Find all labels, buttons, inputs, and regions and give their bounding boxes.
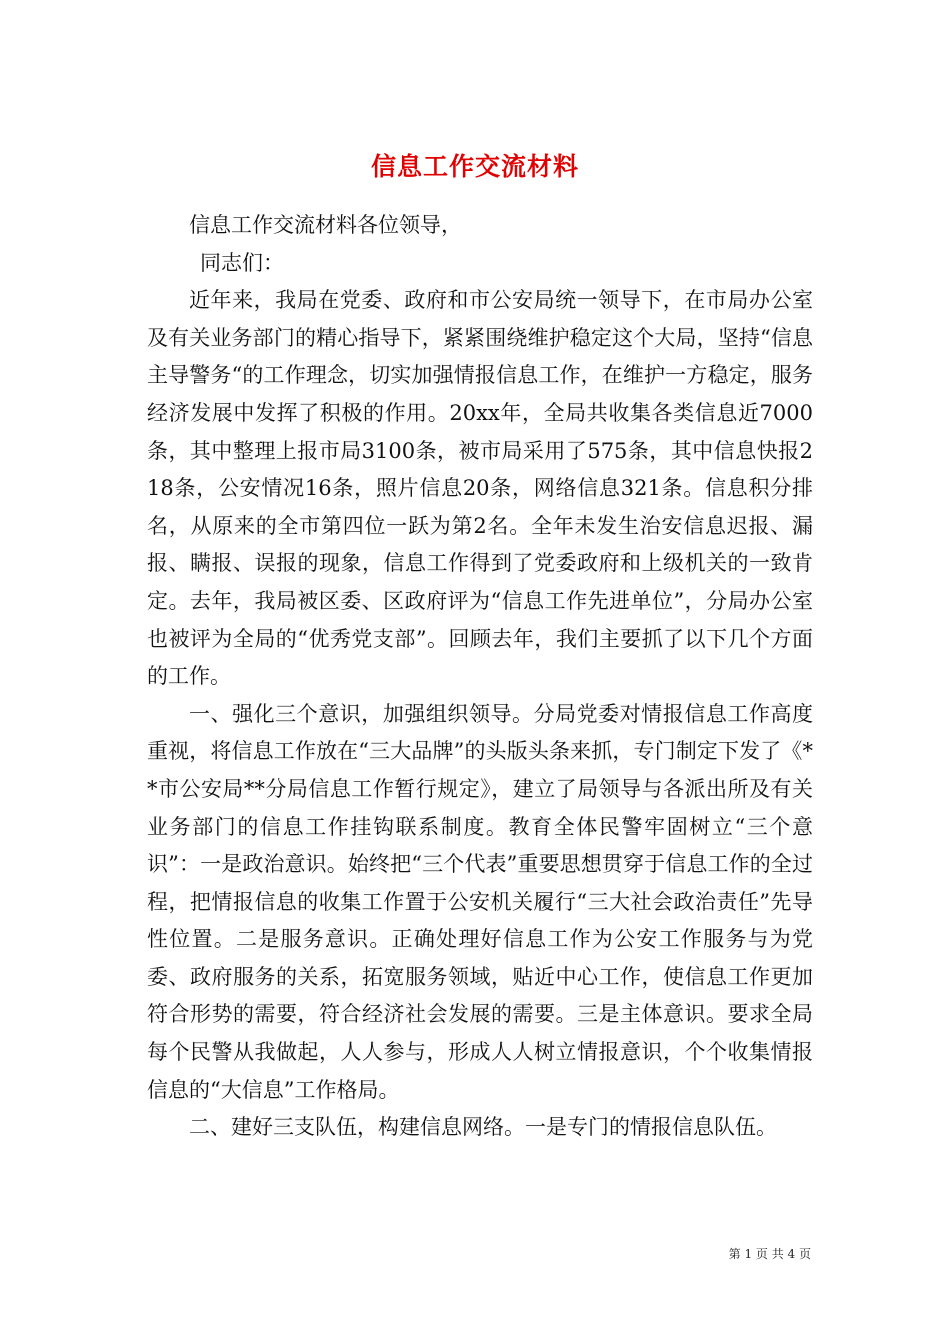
paragraph-intro: 近年来，我局在党委、政府和市公安局统一领导下，在市局办公室及有关业务部门的精心指导下，紧紧围绕维护稳定这个大局，坚持“信息主导警务“的工作理念，切实加强情报信息工作，在维护一方稳定，服务经济发展中发挥了积极的作用。20xx年，全局共收集各类信息近7000条，其中整理上报市局3100条，被市局采用了575条，其中信息快报218条，公安情况16条，照片信息20条，网络信息321条。信息积分排名，从原来的全市第四位一跃为第2名。全年未发生治安信息迟报、漏报、瞒报、误报的现象，信息工作得到了党委政府和上级机关的一致肯定。去年，我局被区委、区政府评为“信息工作先进单位”，分局办公室也被评为全局的“优秀党支部”。回顾去年，我们主要抓了以下几个方面的工作。 — [147, 288, 813, 689]
salutation-line: 同志们： — [200, 250, 284, 275]
paragraph-section-one: 一、强化三个意识，加强组织领导。分局党委对情报信息工作高度重视，将信息工作放在“三大品牌”的头版头条来抓，专门制定下发了《**市公安局**分局信息工作暂行规定》，建立了局领导与各派出所及有关业务部门的信息工作挂钩联系制度。教育全体民警牢固树立“三个意识”：一是政治意识。始终把“三个代表”重要思想贯穿于信息工作的全过程，把情报信息的收集工作置于公安机关履行“三大社会政治责任”先导性位置。二是服务意识。正确处理好信息工作为公安工作服务与为党委、政府服务的关系，拓宽服务领域，贴近中心工作，使信息工作更加符合形势的需要，符合经济社会发展的需要。三是主体意识。要求全局每个民警从我做起，人人参与，形成人人树立情报意识，个个收集情报信息的“大信息”工作格局。 — [147, 701, 813, 1102]
paragraph-section-two: 二、建好三支队伍，构建信息网络。一是专门的情报信息队伍。 — [189, 1115, 777, 1140]
document-body — [147, 207, 813, 1147]
page-number-footer: 第 1 页 共 4 页 — [728, 1247, 811, 1261]
document-title: 信息工作交流材料 — [370, 151, 579, 181]
greeting-line: 信息工作交流材料各位领导， — [189, 213, 462, 237]
